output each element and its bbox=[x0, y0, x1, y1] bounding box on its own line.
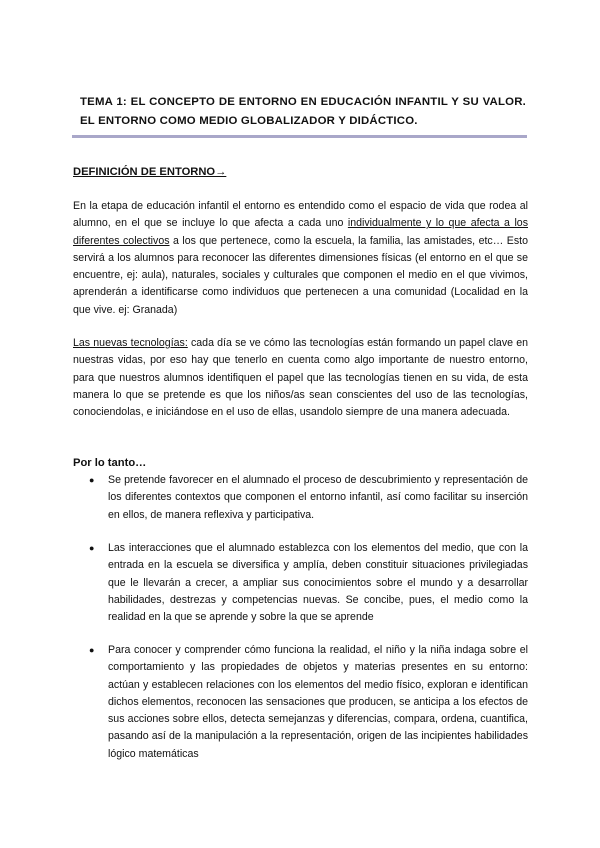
bullet-text: Para conocer y comprender cómo funciona la realidad, el niño y la niña indaga sobre el comportamiento y las propiedades de objetos y materias presentes en su entorno: actúan y establecen relaciones con los elementos del medio físico, exploran e identifican dichos elementos, reconocen las sensaciones que producen, se anticipa a los efectos de sus acciones sobre ellos, detecta semejanzas y diferencias, compara, ordena, cuantifica, pasando así de la manipulación a la representación, origen de las incipientes habilidades lógico matemáticas bbox=[108, 644, 528, 760]
bullet-dot-icon: ● bbox=[89, 645, 95, 655]
conclusion-heading: Por lo tanto… bbox=[73, 457, 147, 469]
technologies-paragraph bbox=[73, 335, 528, 421]
bullet-text: Las interacciones que el alumnado establezca con los elementos del medio, que con la entrada en la escuela se diversifica y amplía, deben constituir situaciones privilegiadas que le llevarán a crecer, a ampliar sus conocimientos sobre el mundo y a desarrollar habilidades, destrezas y competencias nuevas. Se concibe, pues, el medio como la realidad en la que se aprende y sobre la que se aprende bbox=[108, 542, 528, 624]
document-title: TEMA 1: EL CONCEPTO DE ENTORNO EN EDUCACIÓN INFANTIL Y SU VALOR. EL ENTORNO COMO MEDIO GLOBALIZADOR Y DIDÁCTICO. bbox=[80, 96, 526, 127]
technologies-text: cada día se ve cómo las tecnologías están formando un papel clave en nuestras vidas, por eso hay que tenerlo en cuenta como algo importante de nuestro entorno, para que nuestros alumnos identifiquen el papel que las tecnologías tienen en su vida, de esta manera lo que se pretende es que los niños/as sean conscientes del uso de las tecnologías, conociendolas, e iniciándose en el uso de ellas, usandolo siempre de una manera adecuada. bbox=[73, 337, 528, 419]
definition-underlined-text: individualmente y lo que afecta a los diferentes colectivos bbox=[73, 217, 528, 247]
bullet-dot-icon: ● bbox=[89, 475, 95, 485]
definition-text-start: En la etapa de educación infantil el entorno es entendido como el espacio de vida que rodea al alumno, en el que se incluye lo que afecta a cada uno bbox=[73, 200, 528, 230]
title-divider bbox=[72, 135, 527, 138]
definition-paragraph bbox=[73, 198, 528, 319]
bullet-text: Se pretende favorecer en el alumnado el proceso de descubrimiento y representación de los diferentes contextos que componen el entorno infantil, así como facilitar su inserción en ellos, de manera reflexiva y participativa. bbox=[108, 474, 528, 521]
section-heading: DEFINICIÓN DE ENTORNO→ bbox=[73, 166, 227, 178]
technologies-label: Las nuevas tecnologías: bbox=[73, 337, 188, 349]
bullet-dot-icon: ● bbox=[89, 543, 95, 553]
definition-text-end: a los que pertenece, como la escuela, la familia, las amistades, etc… Esto servirá a los alumnos para reconocer las diferentes dimensiones físicas (el entorno en el que se encuentre, ej: aula), naturales, sociales y culturales que componen el medio en el que vivimos, aprenderán a identificarse como individuos que pertenecen a una comunidad (Localidad en la que vive. ej: Granada) bbox=[73, 234, 528, 316]
